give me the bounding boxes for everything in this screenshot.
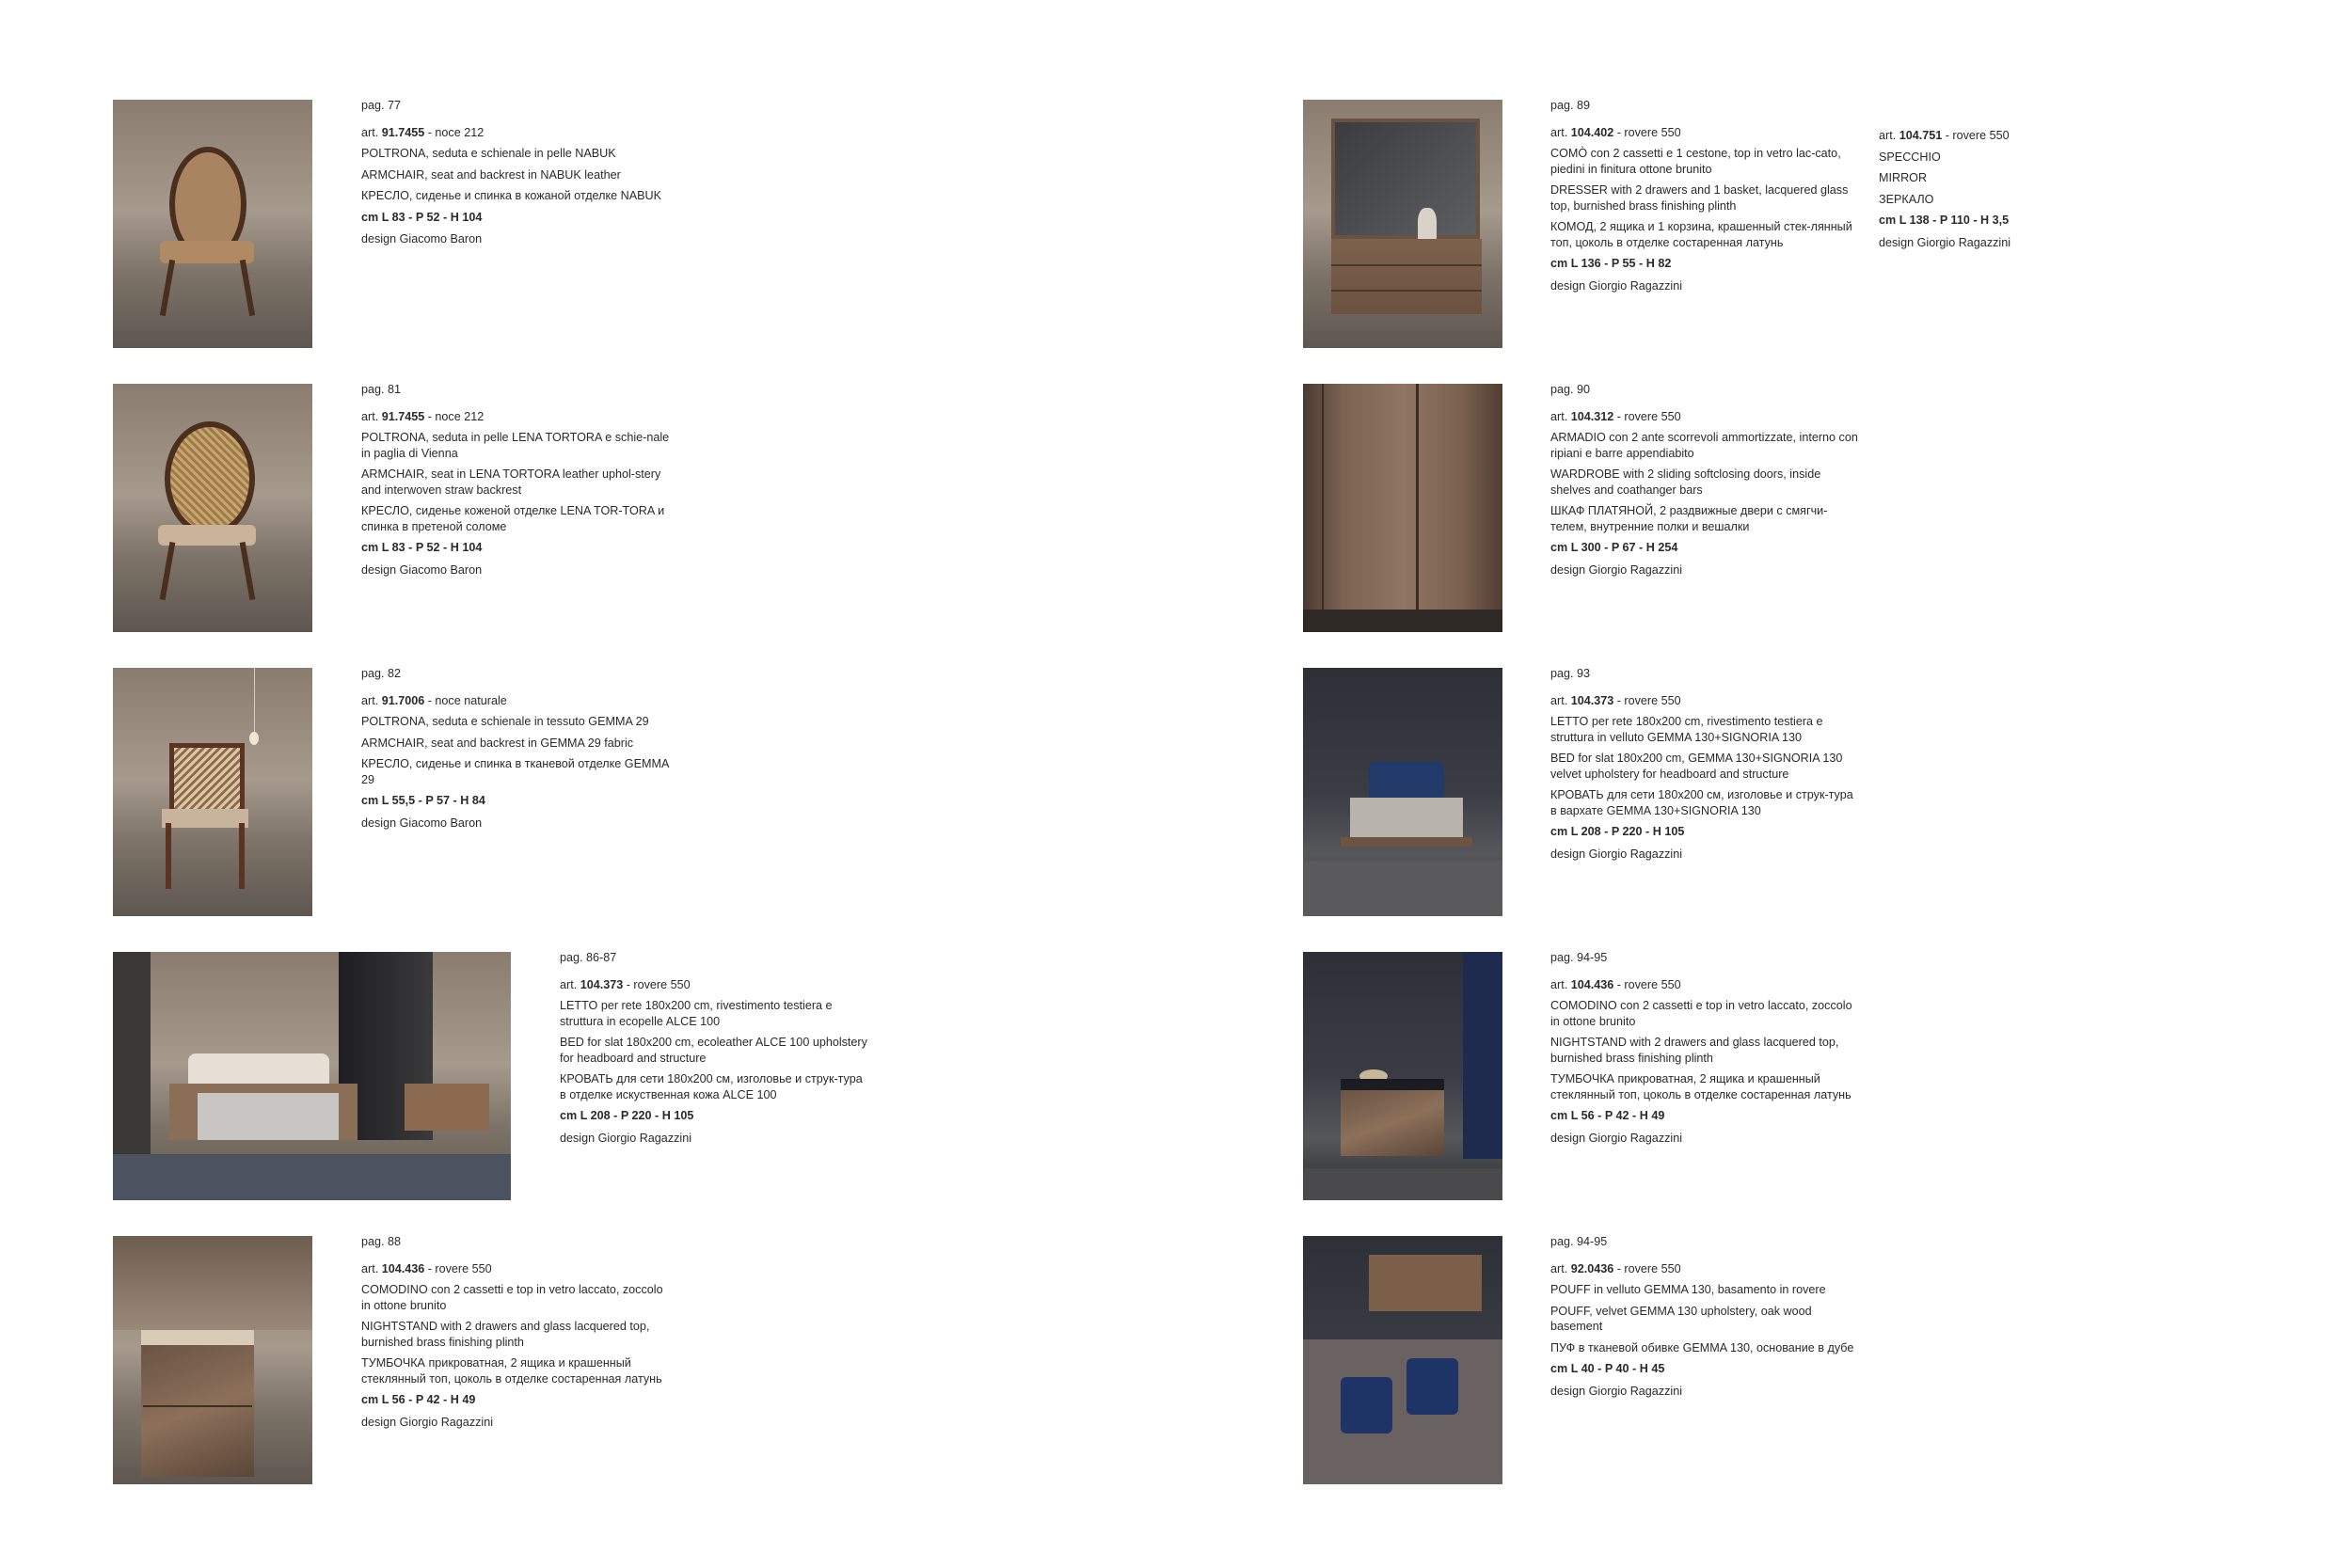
product-description (1550, 666, 1861, 862)
page-reference: pag. 93 (1550, 667, 1591, 680)
product-photo-nightstand-dark (1303, 952, 1502, 1200)
product-description (1550, 98, 1861, 293)
dimensions: cm L 40 - P 40 - H 45 (1550, 1362, 1665, 1375)
page-reference: pag. 94-95 (1550, 951, 1608, 964)
description-ru: КРОВАТЬ для сети 180x200 см, изголовье и струк-тура в отделке искуственная кожа ALCE 100 (560, 1072, 863, 1101)
description-en: NIGHTSTAND with 2 drawers and glass lacquered top, burnished brass finishing plinth (1550, 1036, 1839, 1065)
description-ru: ШКАФ ПЛАТЯНОЙ, 2 раздвижные двери с смягчи-телем, внутренние полки и вешалки (1550, 504, 1828, 533)
dimensions: cm L 56 - P 42 - H 49 (1550, 1109, 1665, 1122)
article-code: art. 104.436 - rovere 550 (1550, 977, 1681, 991)
dimensions: cm L 136 - P 55 - H 82 (1550, 257, 1672, 270)
description-ru: ЗЕРКАЛО (1879, 192, 1934, 206)
description-it: LETTO per rete 180x200 cm, rivestimento testiera e struttura in ecopelle ALCE 100 (560, 999, 833, 1028)
article-code: art. 91.7455 - noce 212 (361, 409, 485, 423)
article-code: art. 104.751 - rovere 550 (1879, 129, 2010, 142)
article-code: art. 92.0436 - rovere 550 (1550, 1261, 1681, 1275)
article-code: art. 104.373 - rovere 550 (1550, 693, 1681, 707)
dimensions: cm L 56 - P 42 - H 49 (361, 1393, 476, 1406)
description-ru: КРЕСЛО, сиденье и спинка в кожаной отделке NABUK (361, 189, 662, 202)
description-en: WARDROBE with 2 sliding softclosing doors, inside shelves and coathanger bars (1550, 467, 1821, 497)
description-ru: КРЕСЛО, сиденье и спинка в тканевой отделке GEMMA 29 (361, 757, 669, 786)
dimensions: cm L 208 - P 220 - H 105 (1550, 825, 1685, 838)
product-photo-nightstand (113, 1236, 312, 1484)
description-ru: КОМОД, 2 ящика и 1 корзина, крашенный стек-лянный топ, цоколь в отделке состаренная латунь (1550, 220, 1852, 249)
description-ru: КРОВАТЬ для сети 180x200 см, изголовье и струк-тура в вархате GEMMA 130+SIGNORIA 130 (1550, 788, 1853, 817)
product-photo-armchair-straw (113, 384, 312, 632)
designer: design Giorgio Ragazzini (1550, 1384, 1683, 1398)
article-code: art. 104.402 - rovere 550 (1550, 125, 1681, 139)
designer: design Giorgio Ragazzini (1550, 847, 1683, 861)
description-ru: КРЕСЛО, сиденье кожeной отделке LENA TOR-TORA и спинка в претеной соломе (361, 504, 665, 533)
description-en: DRESSER with 2 drawers and 1 basket, lacquered glass top, burnished brass finishing plinth (1550, 183, 1849, 213)
dimensions: cm L 83 - P 52 - H 104 (361, 541, 483, 554)
product-description (361, 1234, 672, 1430)
mirror-description (1879, 128, 2067, 250)
article-code: art. 104.436 - rovere 550 (361, 1261, 492, 1275)
dimensions: cm L 138 - P 110 - H 3,5 (1879, 214, 2010, 227)
description-it: COMODINO con 2 cassetti e top in vetro laccato, zoccolo in ottone brunito (1550, 999, 1852, 1028)
product-description (1550, 1234, 1861, 1399)
product-photo-dresser-mirror (1303, 100, 1502, 348)
product-description (560, 950, 870, 1146)
description-it: COMODINO con 2 cassetti e top in vetro laccato, zoccolo in ottone brunito (361, 1283, 663, 1312)
description-en: ARMCHAIR, seat and backrest in NABUK leather (361, 167, 621, 182)
designer: design Giorgio Ragazzini (1879, 235, 2011, 249)
description-it: COMÒ con 2 cassetti e 1 cestone, top in vetro lac-cato, piedini in finitura ottone brunito (1550, 147, 1841, 176)
product-description (1550, 950, 1861, 1146)
product-photo-bed-alce (113, 952, 511, 1200)
page-reference: pag. 86-87 (560, 951, 617, 964)
article-code: art. 91.7006 - noce naturale (361, 693, 507, 707)
article-code: art. 91.7455 - noce 212 (361, 125, 485, 139)
description-en: BED for slat 180x200 cm, GEMMA 130+SIGNORIA 130 velvet upholstery for headboard and structure (1550, 752, 1843, 781)
page-reference: pag. 88 (361, 1235, 402, 1248)
description-en: POUFF, velvet GEMMA 130 upholstery, oak wood basement (1550, 1304, 1812, 1333)
description-ru: ТУМБОЧКА прикроватная, 2 ящика и крашенный стеклянный топ, цоколь в отделке состаренная латунь (361, 1356, 662, 1386)
designer: design Giorgio Ragazzini (1550, 278, 1683, 293)
product-description (361, 98, 672, 247)
designer: design Giacomo Baron (361, 232, 483, 245)
product-photo-wardrobe (1303, 384, 1502, 632)
designer: design Giacomo Baron (361, 816, 483, 830)
product-description (361, 382, 672, 578)
description-en: ARMCHAIR, seat and backrest in GEMMA 29 fabric (361, 736, 634, 750)
description-it: LETTO per rete 180x200 cm, rivestimento testiera e struttura in velluto GEMMA 130+SIGNORIA 130 (1550, 715, 1823, 744)
page-reference: pag. 89 (1550, 99, 1591, 112)
product-description (361, 666, 672, 831)
product-description (1550, 382, 1861, 578)
designer: design Giorgio Ragazzini (560, 1131, 692, 1145)
dimensions: cm L 300 - P 67 - H 254 (1550, 541, 1678, 554)
page-reference: pag. 94-95 (1550, 1235, 1608, 1248)
description-it: ARMADIO con 2 ante scorrevoli ammortizzate, interno con ripiani e barre appendiabito (1550, 431, 1858, 460)
description-ru: ПУФ в тканевой обивке GEMMA 130, основание в дубе (1550, 1340, 1854, 1354)
article-code: art. 104.373 - rovere 550 (560, 977, 691, 991)
designer: design Giacomo Baron (361, 562, 483, 577)
description-it: SPECCHIO (1879, 150, 1941, 164)
designer: design Giorgio Ragazzini (1550, 1131, 1683, 1145)
description-en: MIRROR (1879, 171, 1928, 184)
designer: design Giorgio Ragazzini (1550, 562, 1683, 577)
dimensions: cm L 208 - P 220 - H 105 (560, 1109, 694, 1122)
designer: design Giorgio Ragazzini (361, 1415, 494, 1429)
article-code: art. 104.312 - rovere 550 (1550, 409, 1681, 423)
product-photo-pouff (1303, 1236, 1502, 1484)
dimensions: cm L 55,5 - P 57 - H 84 (361, 794, 485, 807)
product-photo-bed-velvet (1303, 668, 1502, 916)
description-en: NIGHTSTAND with 2 drawers and glass lacquered top, burnished brass finishing plinth (361, 1320, 650, 1349)
page-reference: pag. 90 (1550, 383, 1591, 396)
product-photo-armchair-nabuk (113, 100, 312, 348)
page-reference: pag. 81 (361, 383, 402, 396)
description-it: POLTRONA, seduta e schienale in tessuto GEMMA 29 (361, 715, 649, 728)
page-reference: pag. 77 (361, 99, 402, 112)
description-ru: ТУМБОЧКА прикроватная, 2 ящика и крашенный стеклянный топ, цоколь в отделке состаренная латунь (1550, 1072, 1851, 1101)
description-it: POLTRONA, seduta in pelle LENA TORTORA e schie-nale in paglia di Vienna (361, 431, 670, 460)
product-photo-armchair-rope (113, 668, 312, 916)
description-it: POUFF in velluto GEMMA 130, basamento in rovere (1550, 1283, 1826, 1296)
description-it: POLTRONA, seduta e schienale in pelle NABUK (361, 147, 616, 160)
dimensions: cm L 83 - P 52 - H 104 (361, 210, 483, 224)
description-en: BED for slat 180x200 cm, ecoleather ALCE 100 upholstery for headboard and structure (560, 1036, 867, 1065)
page-reference: pag. 82 (361, 667, 402, 680)
description-en: ARMCHAIR, seat in LENA TORTORA leather uphol-stery and interwoven straw backrest (361, 467, 661, 497)
